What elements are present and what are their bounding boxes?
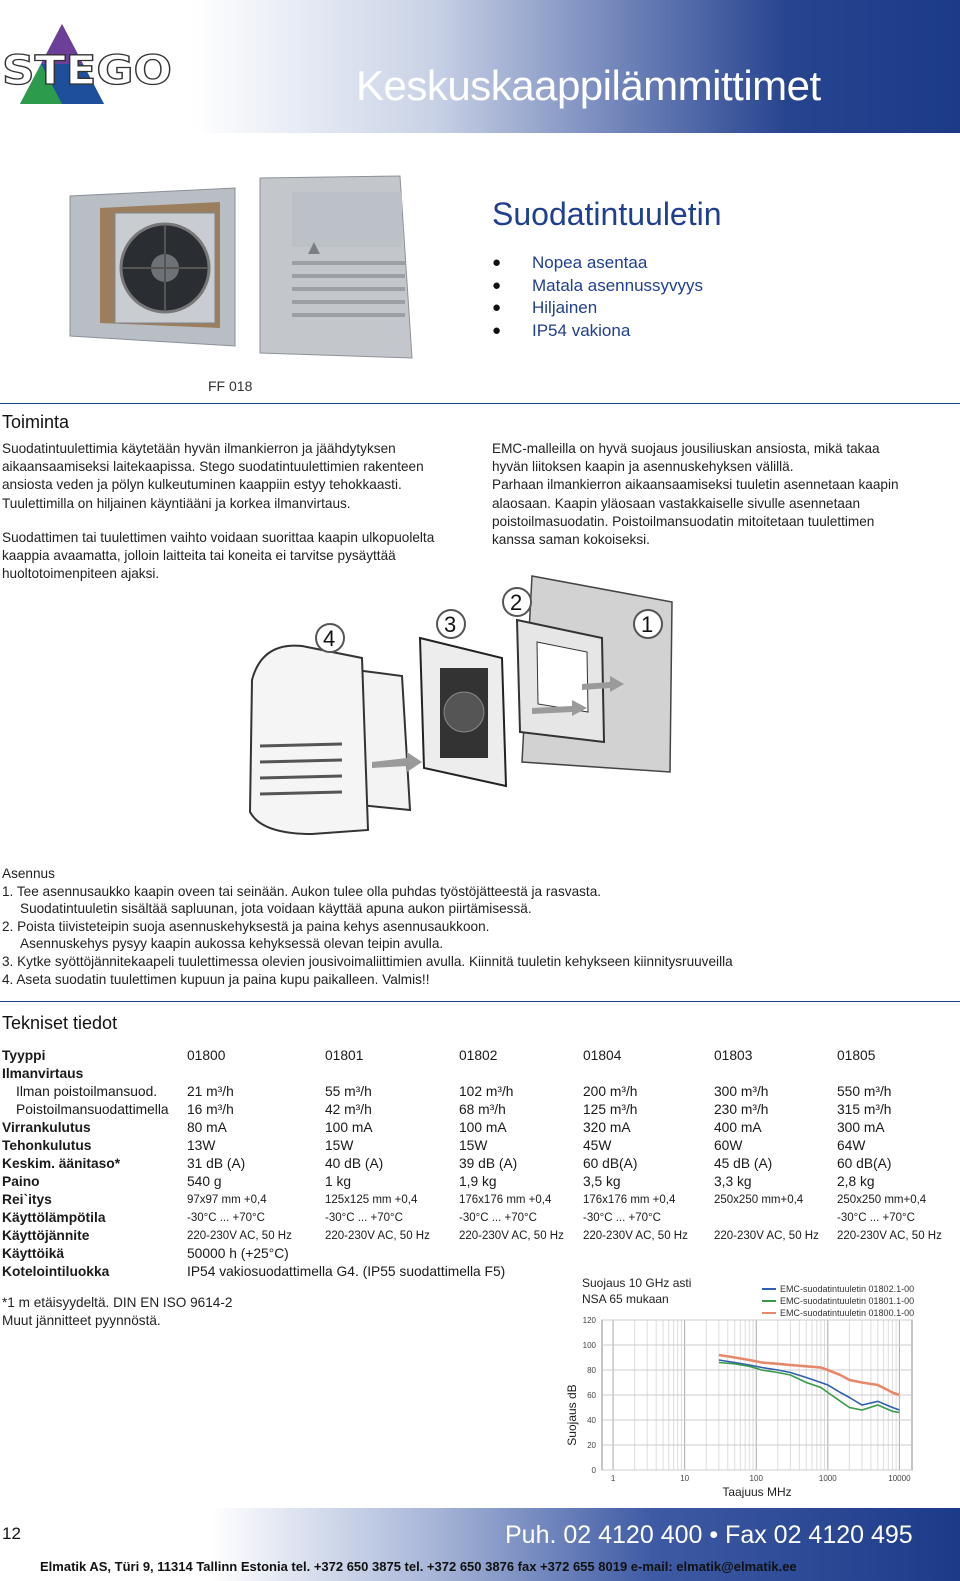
spec-value: 3,5 kg [583,1174,621,1189]
y-tick-label: 120 [582,1316,596,1325]
spec-row [2,1191,957,1209]
spec-row [2,1065,957,1083]
spec-value: 176x176 mm +0,4 [459,1194,552,1206]
spec-value: 315 m³/h [837,1102,892,1117]
spec-value: -30°C ... +70°C [583,1212,661,1224]
spec-value: 01805 [837,1048,876,1063]
logo-text: STEGO [2,48,172,94]
spec-label: Ilman poistoilmansuod. [16,1084,158,1099]
spec-value: 125 m³/h [583,1102,638,1117]
spec-row [2,1209,957,1227]
spec-value: 13W [187,1138,216,1153]
spec-label: Poistoilmansuodattimella [16,1102,169,1117]
x-tick-label: 1000 [818,1474,837,1483]
spec-label: Paino [2,1174,40,1189]
page-number: 12 [2,1524,21,1543]
chart-title: Suojaus 10 GHz asti [582,1276,692,1290]
spec-value: 40 dB (A) [325,1156,384,1171]
install-step: 2. Poista tiivisteteipin suoja asennuskehyksestä ja paina kehys asennusaukkoon. [2,918,490,934]
legend-entry: EMC-suodatintuuletin 01800.1-00 [780,1308,915,1318]
spec-value: 68 m³/h [459,1102,506,1117]
spec-label: Tyyppi [2,1048,46,1063]
install-step: 1. Tee asennusaukko kaapin oveen tai seinään. Aukon tulee olla puhdas työstöjätteestä ja rasvasta. [2,883,602,899]
spec-value: 01800 [187,1048,226,1063]
spec-row [2,1245,957,1263]
spec-label: Käyttöjännite [2,1228,90,1243]
legend-entry: EMC-suodatintuuletin 01802.1-00 [780,1284,915,1294]
install-title: Asennus [2,866,55,881]
spec-value: -30°C ... +70°C [837,1212,915,1224]
spec-value: 300 mA [837,1120,885,1135]
install-section [2,865,733,988]
spec-value: 102 m³/h [459,1084,514,1099]
x-axis-label: Taajuus MHz [722,1485,792,1498]
contact-phone: Puh. 02 4120 400 • Fax 02 4120 495 [505,1521,913,1549]
spec-row [2,1083,957,1101]
spec-value: 80 mA [187,1120,227,1135]
section-title-toiminta: Toiminta [2,412,70,432]
spec-value: 45W [583,1138,612,1153]
spec-value: 300 m³/h [714,1084,769,1099]
spec-footnotes: *1 m etäisyydeltä. DIN EN ISO 9614-2 Muut jännitteet pyynnöstä. [2,1295,233,1329]
y-tick-label: 0 [591,1466,596,1475]
spec-value: 15W [325,1138,354,1153]
spec-label: Tehonkulutus [2,1138,92,1153]
install-step-detail: Asennuskehys pysyy kaapin aukossa kehyksessä olevan teipin avulla. [20,936,444,952]
bullet-icon: ● [492,276,502,294]
spec-value: 64W [837,1138,866,1153]
product-title: Suodatintuuletin [492,196,722,232]
stego-logo [0,20,176,112]
spec-value: 01803 [714,1048,753,1063]
spec-value: 125x125 mm +0,4 [325,1194,418,1206]
spec-value: 100 mA [325,1120,373,1135]
spec-row [2,1173,957,1191]
y-tick-label: 40 [587,1416,596,1425]
toiminta-paragraph-right: EMC-malleilla on hyvä suojaus jousiliuskan ansiosta, mikä takaa hyvän liitoksen kaapin ja asennuskehyksen välillä. Parhaan ilmankierron aikaansaamiseksi tuuletin asennetaan kaapin alaosaan. Kaapin yläosaan vastakkaiselle sivulle asennetaan poistoilmasuodatin. Poistoilmansuodatin mitoitetaan tuulettimen kanssa saman kokoiseksi. [492,441,899,548]
x-tick-label: 1 [610,1474,616,1483]
diagram-label-1: 1 [641,612,654,637]
page-title: Keskuskaappilämmittimet [356,62,821,109]
spec-value: 50000 h (+25°C) [187,1246,289,1261]
spec-value: -30°C ... +70°C [325,1212,403,1224]
spec-value: 200 m³/h [583,1084,638,1099]
diagram-label-4: 4 [323,626,336,651]
spec-value: -30°C ... +70°C [187,1212,265,1224]
spec-value: 01802 [459,1048,498,1063]
y-tick-label: 100 [582,1341,596,1350]
spec-value: 100 mA [459,1120,507,1135]
feature-list [492,252,703,342]
spec-row [2,1155,957,1173]
y-axis-label: Suojaus dB [565,1384,579,1446]
spec-value: 60W [714,1138,743,1153]
spec-value: 21 m³/h [187,1084,234,1099]
product-photo [60,168,420,368]
spec-value: 42 m³/h [325,1102,372,1117]
section-title-specs: Tekniset tiedot [2,1013,118,1033]
spec-value: 550 m³/h [837,1084,892,1099]
spec-row [2,1137,957,1155]
spec-label: Virrankulutus [2,1120,91,1135]
spec-value: 220-230V AC, 50 Hz [459,1230,564,1242]
spec-row [2,1047,957,1065]
spec-value: 15W [459,1138,488,1153]
x-tick-label: 10000 [888,1474,911,1483]
spec-value: 3,3 kg [714,1174,752,1189]
spec-value: 250x250 mm+0,4 [714,1194,804,1206]
spec-row [2,1119,957,1137]
install-step-detail: Suodatintuuletin sisältää sapluunan, jota voidaan käyttää apuna aukon piirtämisessä. [20,901,532,917]
spec-value: 220-230V AC, 50 Hz [583,1230,688,1242]
contact-address: Elmatik AS, Türi 9, 11314 Tallinn Estonia tel. +372 650 3875 tel. +372 650 3876 fax +372 655 8019 e-mail: elmatik@elmatik.ee [40,1559,797,1574]
feature-item: ● IP54 vakiona [492,320,703,343]
y-tick-label: 60 [587,1391,596,1400]
spec-value: 220-230V AC, 50 Hz [325,1230,430,1242]
spec-row [2,1101,957,1119]
spec-label: Rei`itys [2,1192,52,1207]
spec-value: 220-230V AC, 50 Hz [714,1230,819,1242]
toiminta-paragraph-1: Suodatintuulettimia käytetään hyvän ilmankierron ja jäähdytyksen aikaansaamiseksi laitekaapissa. Stego suodatintuulettimien rakenteen ansiosta veden ja pölyn kulkeutuminen kaappiin estyy tehokkaasti. Tuulettimilla on hiljainen käyntiääni ja korkea ilmanvirtaus. [2,441,424,511]
chart-title: NSA 65 mukaan [582,1292,669,1306]
feature-item: ● Matala asennussyvyys [492,275,703,298]
spec-value: 97x97 mm +0,4 [187,1194,267,1206]
spec-value: 60 dB(A) [583,1156,638,1171]
spec-value: 60 dB(A) [837,1156,892,1171]
spec-label: Keskim. äänitaso* [2,1156,121,1171]
divider [0,403,960,404]
spec-value: 540 g [187,1174,222,1189]
spec-value: 01801 [325,1048,364,1063]
spec-value: 250x250 mm+0,4 [837,1194,927,1206]
emc-shielding-chart [540,1270,940,1503]
spec-label: Kotelointiluokka [2,1264,110,1279]
spec-value: 31 dB (A) [187,1156,246,1171]
diagram-label-2: 2 [510,590,523,615]
spec-value: 1,9 kg [459,1174,497,1189]
legend-entry: EMC-suodatintuuletin 01801.1-00 [780,1296,915,1306]
spec-label: Ilmanvirtaus [2,1066,84,1081]
divider [0,1001,960,1002]
spec-value: 220-230V AC, 50 Hz [187,1230,292,1242]
spec-value: 16 m³/h [187,1102,234,1117]
spec-value: 1 kg [325,1174,352,1189]
spec-value: 01804 [583,1048,622,1063]
x-tick-label: 10 [680,1474,690,1483]
photo-caption: FF 018 [208,378,253,394]
spec-value: 176x176 mm +0,4 [583,1194,676,1206]
spec-value: 45 dB (A) [714,1156,773,1171]
spec-value: 220-230V AC, 50 Hz [837,1230,942,1242]
spec-label: Käyttölämpötila [2,1210,106,1225]
spec-label: Käyttöikä [2,1246,65,1261]
diagram-label-3: 3 [444,612,457,637]
assembly-diagram [232,572,682,862]
feature-item: ● Hiljainen [492,297,703,320]
feature-item: ● Nopea asentaa [492,252,703,275]
spec-value: 230 m³/h [714,1102,769,1117]
spec-value: 320 mA [583,1120,631,1135]
x-tick-label: 100 [749,1474,763,1483]
toiminta-paragraph-2: Suodattimen tai tuulettimen vaihto voidaan suorittaa kaapin ulkopuolelta kaappia avaamatta, jolloin laitteita tai koneita ei tarvitse pysäyttää huoltotoimenpiteen ajaksi. [2,530,435,582]
install-step: 4. Aseta suodatin tuulettimen kupuun ja paina kupu paikalleen. Valmis!! [2,971,430,987]
spec-row [2,1227,957,1245]
spec-value: 2,8 kg [837,1174,875,1189]
bullet-icon: ● [492,299,502,316]
spec-value: -30°C ... +70°C [459,1212,537,1224]
y-tick-label: 20 [587,1441,596,1450]
spec-value: 400 mA [714,1120,762,1135]
bullet-icon: ● [492,254,502,271]
bullet-icon: ● [492,321,502,339]
y-tick-label: 80 [587,1366,596,1375]
spec-value: 39 dB (A) [459,1156,518,1171]
install-step: 3. Kytke syöttöjännitekaapeli tuulettimessa olevien jousivoimaliittimien avulla. Kiinnitä tuuletin kehykseen kiinnitysruuveilla [2,953,733,969]
spec-value: IP54 vakiosuodattimella G4. (IP55 suodattimella F5) [187,1264,506,1279]
spec-value: 55 m³/h [325,1084,372,1099]
